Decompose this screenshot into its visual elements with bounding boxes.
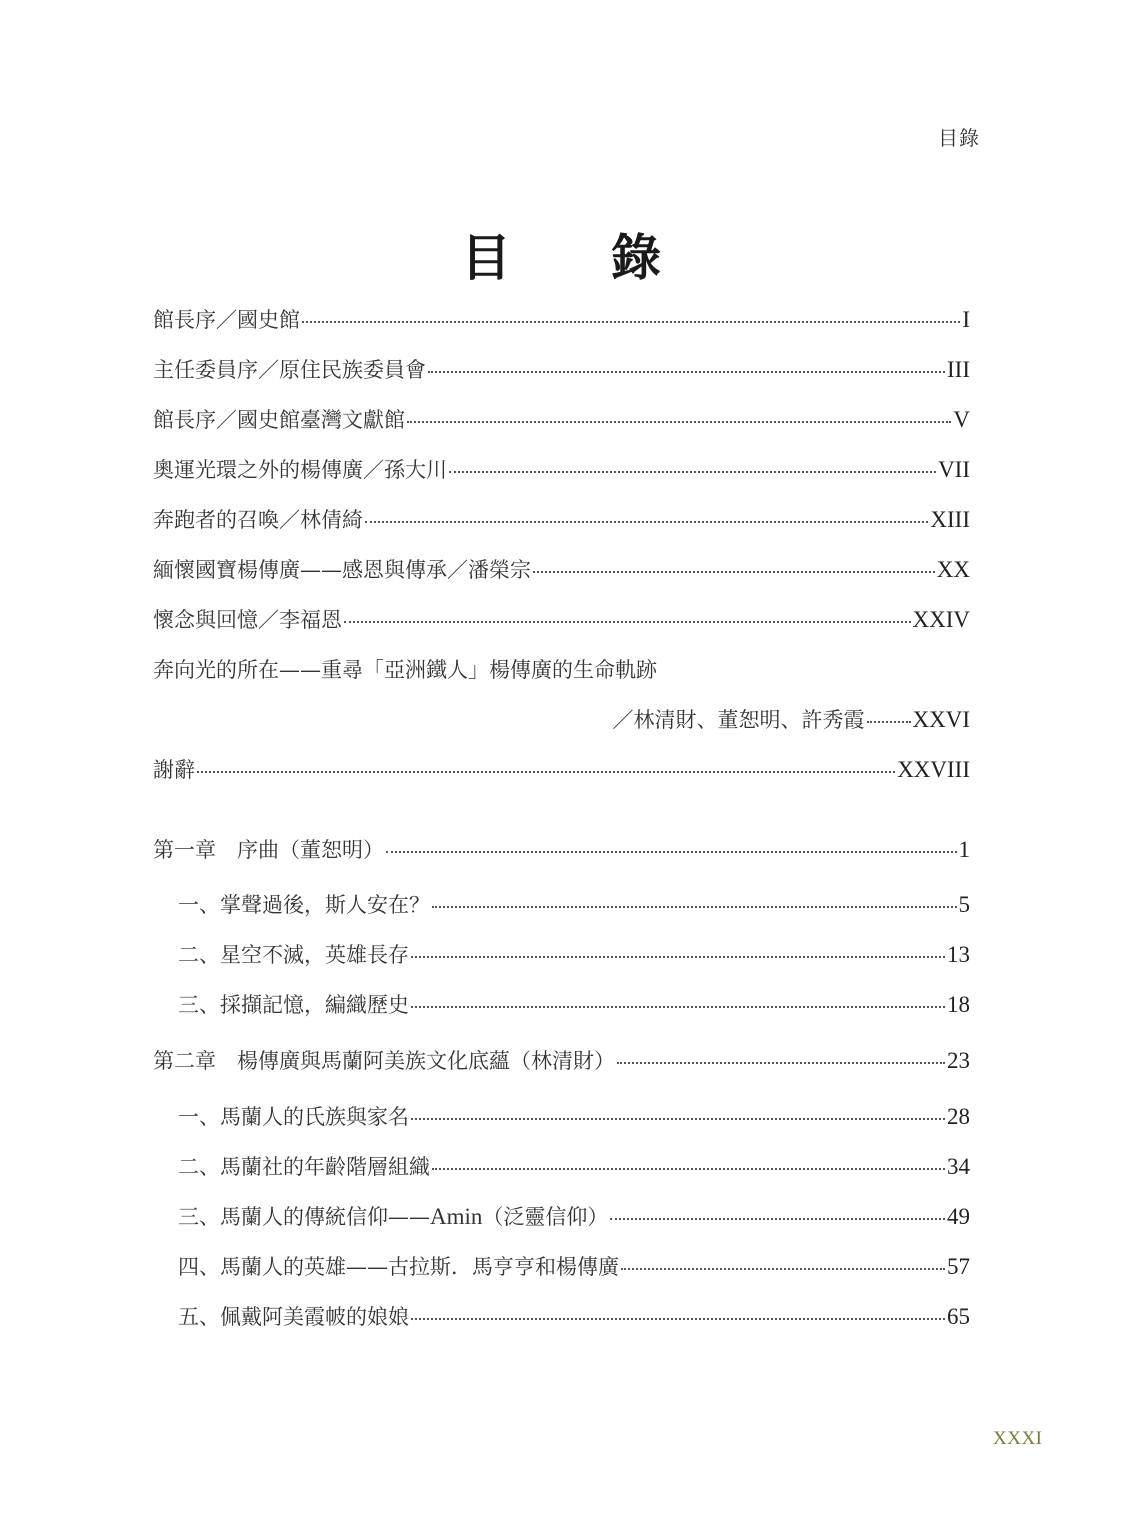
toc-entry-title: 奔向光的所在——重尋「亞洲鐵人」楊傳廣的生命軌跡 <box>153 658 657 682</box>
toc-section-page: 65 <box>947 1304 970 1329</box>
toc-section-page: 49 <box>947 1204 970 1229</box>
toc-section-title-post: （泛靈信仰） <box>482 1205 609 1229</box>
toc-entry-page: XX <box>936 557 970 582</box>
toc-section[interactable] <box>178 990 970 1020</box>
toc-section[interactable] <box>178 940 970 970</box>
toc-entry-page: XXIV <box>912 607 970 632</box>
toc-entry[interactable] <box>153 605 970 635</box>
toc-entry[interactable] <box>153 405 970 435</box>
toc-entry-title: 懷念與回憶／李福恩 <box>153 608 342 632</box>
toc-section[interactable] <box>178 1302 970 1332</box>
toc-section-page: 18 <box>947 992 970 1017</box>
toc-section-title: 一、馬蘭人的氏族與家名 <box>178 1105 409 1129</box>
toc-entry[interactable] <box>153 355 970 385</box>
toc-entry-page: XXVIII <box>897 757 970 782</box>
dot-leader <box>407 401 951 423</box>
toc-entry[interactable] <box>153 755 970 785</box>
dot-leader <box>197 751 895 773</box>
toc-section-title: 五、佩戴阿美霞帔的娘娘 <box>178 1305 409 1329</box>
toc-section[interactable] <box>178 890 970 920</box>
toc-section-title: 四、馬蘭人的英雄——古拉斯．馬亨亨和楊傳廣 <box>178 1255 619 1279</box>
page-title-char-2: 錄 <box>611 229 661 287</box>
toc-entry-title: 館長序／國史館 <box>153 308 300 332</box>
toc-entry-title: 館長序／國史館臺灣文獻館 <box>153 408 405 432</box>
toc-section-page: 28 <box>947 1104 970 1129</box>
toc-section-title: 二、星空不滅，英雄長存 <box>178 943 409 967</box>
dot-leader <box>365 501 928 523</box>
toc-entry-page: III <box>947 357 970 382</box>
toc-chapter-title: 第一章 序曲（董恕明） <box>153 838 384 862</box>
toc-entry[interactable] <box>153 455 970 485</box>
page-title-char-1: 目 <box>461 229 511 287</box>
dot-leader <box>344 601 911 623</box>
dot-leader <box>867 701 911 723</box>
toc-chapter-page: 1 <box>958 837 970 862</box>
dot-leader <box>449 451 936 473</box>
toc-entry-page: V <box>953 407 970 432</box>
toc-entry[interactable] <box>153 505 970 535</box>
toc-section[interactable] <box>178 1102 970 1132</box>
toc-chapter-title: 第二章 楊傳廣與馬蘭阿美族文化底蘊（林清財） <box>153 1049 615 1073</box>
dot-leader <box>617 1042 945 1064</box>
dot-leader <box>411 986 945 1008</box>
toc-entry-continuation[interactable] <box>153 705 970 735</box>
toc-entry-title: 緬懷國寶楊傳廣——感恩與傳承／潘榮宗 <box>153 558 531 582</box>
toc-entry[interactable] <box>153 555 970 585</box>
toc-chapter[interactable] <box>153 1046 970 1076</box>
toc-entry-page: VII <box>938 457 970 482</box>
toc-entry-title: 主任委員序／原住民族委員會 <box>153 358 426 382</box>
toc-section-title: 二、馬蘭社的年齡階層組織 <box>178 1155 430 1179</box>
toc-section-page: 13 <box>947 942 970 967</box>
toc-section-title <box>178 1202 608 1232</box>
dot-leader <box>432 1148 945 1170</box>
toc-section[interactable] <box>178 1152 970 1182</box>
footer-page-number: XXXI <box>993 1428 1043 1449</box>
toc-entry-authors: ／林清財、董恕明、許秀霞 <box>612 708 865 732</box>
toc-entry-title: 奧運光環之外的楊傳廣／孫大川 <box>153 458 447 482</box>
toc-entry-title: 謝辭 <box>153 758 195 782</box>
toc-section[interactable] <box>178 1202 970 1232</box>
running-header: 目錄 <box>938 126 980 150</box>
toc-entry[interactable] <box>153 305 970 335</box>
toc-chapter[interactable] <box>153 835 970 865</box>
toc-section-title: 一、掌聲過後，斯人安在？ <box>178 893 430 917</box>
toc-section-title-pre: 三、馬蘭人的傳統信仰—— <box>178 1205 430 1229</box>
dot-leader <box>432 886 957 908</box>
dot-leader <box>610 1198 945 1220</box>
dot-leader <box>302 301 960 323</box>
toc-section-page: 34 <box>947 1154 970 1179</box>
dot-leader <box>411 1298 945 1320</box>
dot-leader <box>621 1248 945 1270</box>
dot-leader <box>411 936 945 958</box>
toc-chapter-page: 23 <box>947 1048 970 1073</box>
toc-section-title-latin: Amin <box>430 1204 483 1229</box>
toc-section[interactable] <box>178 1252 970 1282</box>
dot-leader <box>411 1098 945 1120</box>
toc-section-page: 5 <box>958 892 970 917</box>
toc-entry-page: XXVI <box>912 707 970 732</box>
page-title <box>0 218 1122 290</box>
toc-entry-page: XIII <box>930 507 970 532</box>
toc-entry[interactable] <box>153 655 970 685</box>
dot-leader <box>386 831 957 853</box>
toc-entry-page: I <box>962 307 970 332</box>
dot-leader <box>533 551 935 573</box>
toc-entry-title: 奔跑者的召喚／林倩綺 <box>153 508 363 532</box>
dot-leader <box>428 351 945 373</box>
toc-section-title: 三、採擷記憶，編織歷史 <box>178 993 409 1017</box>
toc-section-page: 57 <box>947 1254 970 1279</box>
